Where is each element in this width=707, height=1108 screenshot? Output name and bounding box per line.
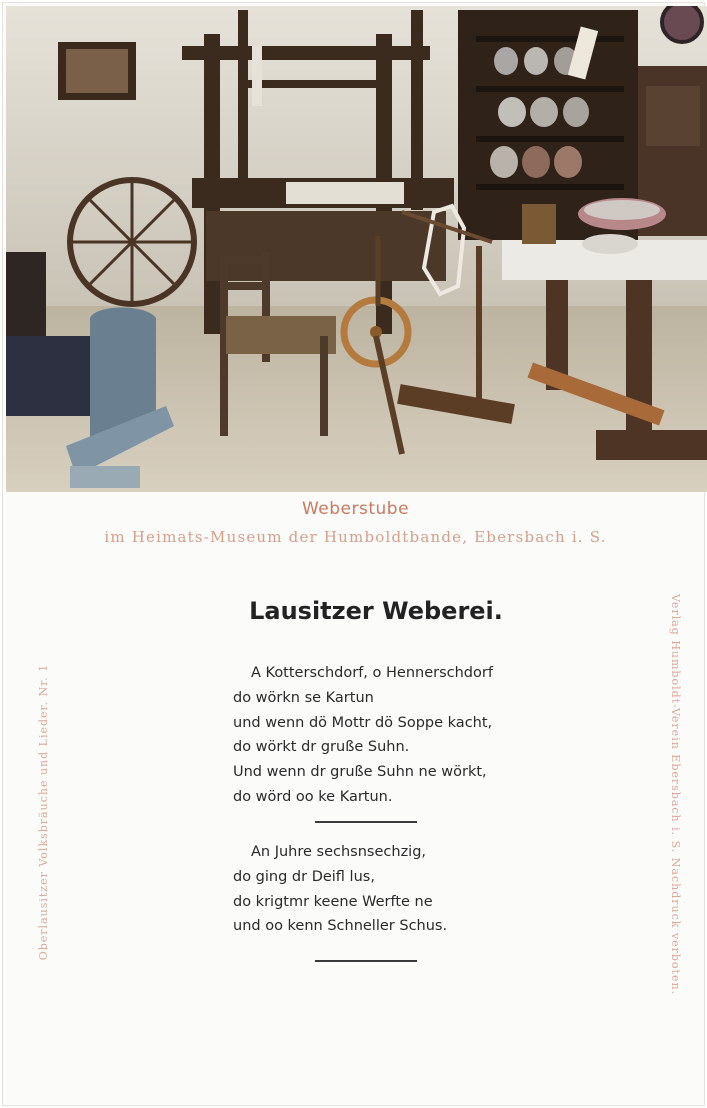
poem-line: An Juhre sechsnsechzig,: [251, 844, 427, 860]
poem-line: do ging dr Deifl lus,: [233, 868, 375, 885]
poem-line: und oo kenn Schneller Schus.: [233, 918, 448, 935]
photo-caption-subtitle: im Heimats-Museum der Humboldtbande, Ebersbach i. S.: [104, 528, 607, 546]
poem-title: Lausitzer Weberei.: [249, 597, 503, 625]
poem-stanza-1: [233, 661, 493, 810]
large-wheel: [70, 180, 194, 304]
weaving-room-photo: [6, 6, 707, 492]
poem-line: do wörd oo ke Kartun.: [233, 788, 393, 805]
poem-line: do wörkn se Kartun: [233, 689, 374, 706]
postcard: [2, 2, 705, 1106]
divider: [315, 821, 417, 823]
series-margin-text: Oberlausitzer Volksbräuche und Lieder. Nr. 1: [37, 663, 50, 961]
divider: [315, 960, 417, 962]
poem-line: Und wenn dr gruße Suhn ne wörkt,: [233, 764, 487, 781]
photo-caption-title: Weberstube: [301, 499, 410, 519]
framed-picture: [58, 42, 136, 100]
poem-stanza-2: [233, 840, 447, 939]
poem-line: A Kotterschdorf, o Hennerschdorf: [251, 665, 493, 681]
poem-line: do krigtmr keene Werfte ne: [233, 893, 433, 910]
poem-line: und wenn dö Mottr dö Soppe kacht,: [233, 714, 493, 731]
publisher-margin-text: Verlag Humboldt-Verein Ebersbach i. S. Nachdruck verboten.: [669, 594, 682, 996]
poem-line: do wörkt dr gruße Suhn.: [233, 739, 410, 756]
